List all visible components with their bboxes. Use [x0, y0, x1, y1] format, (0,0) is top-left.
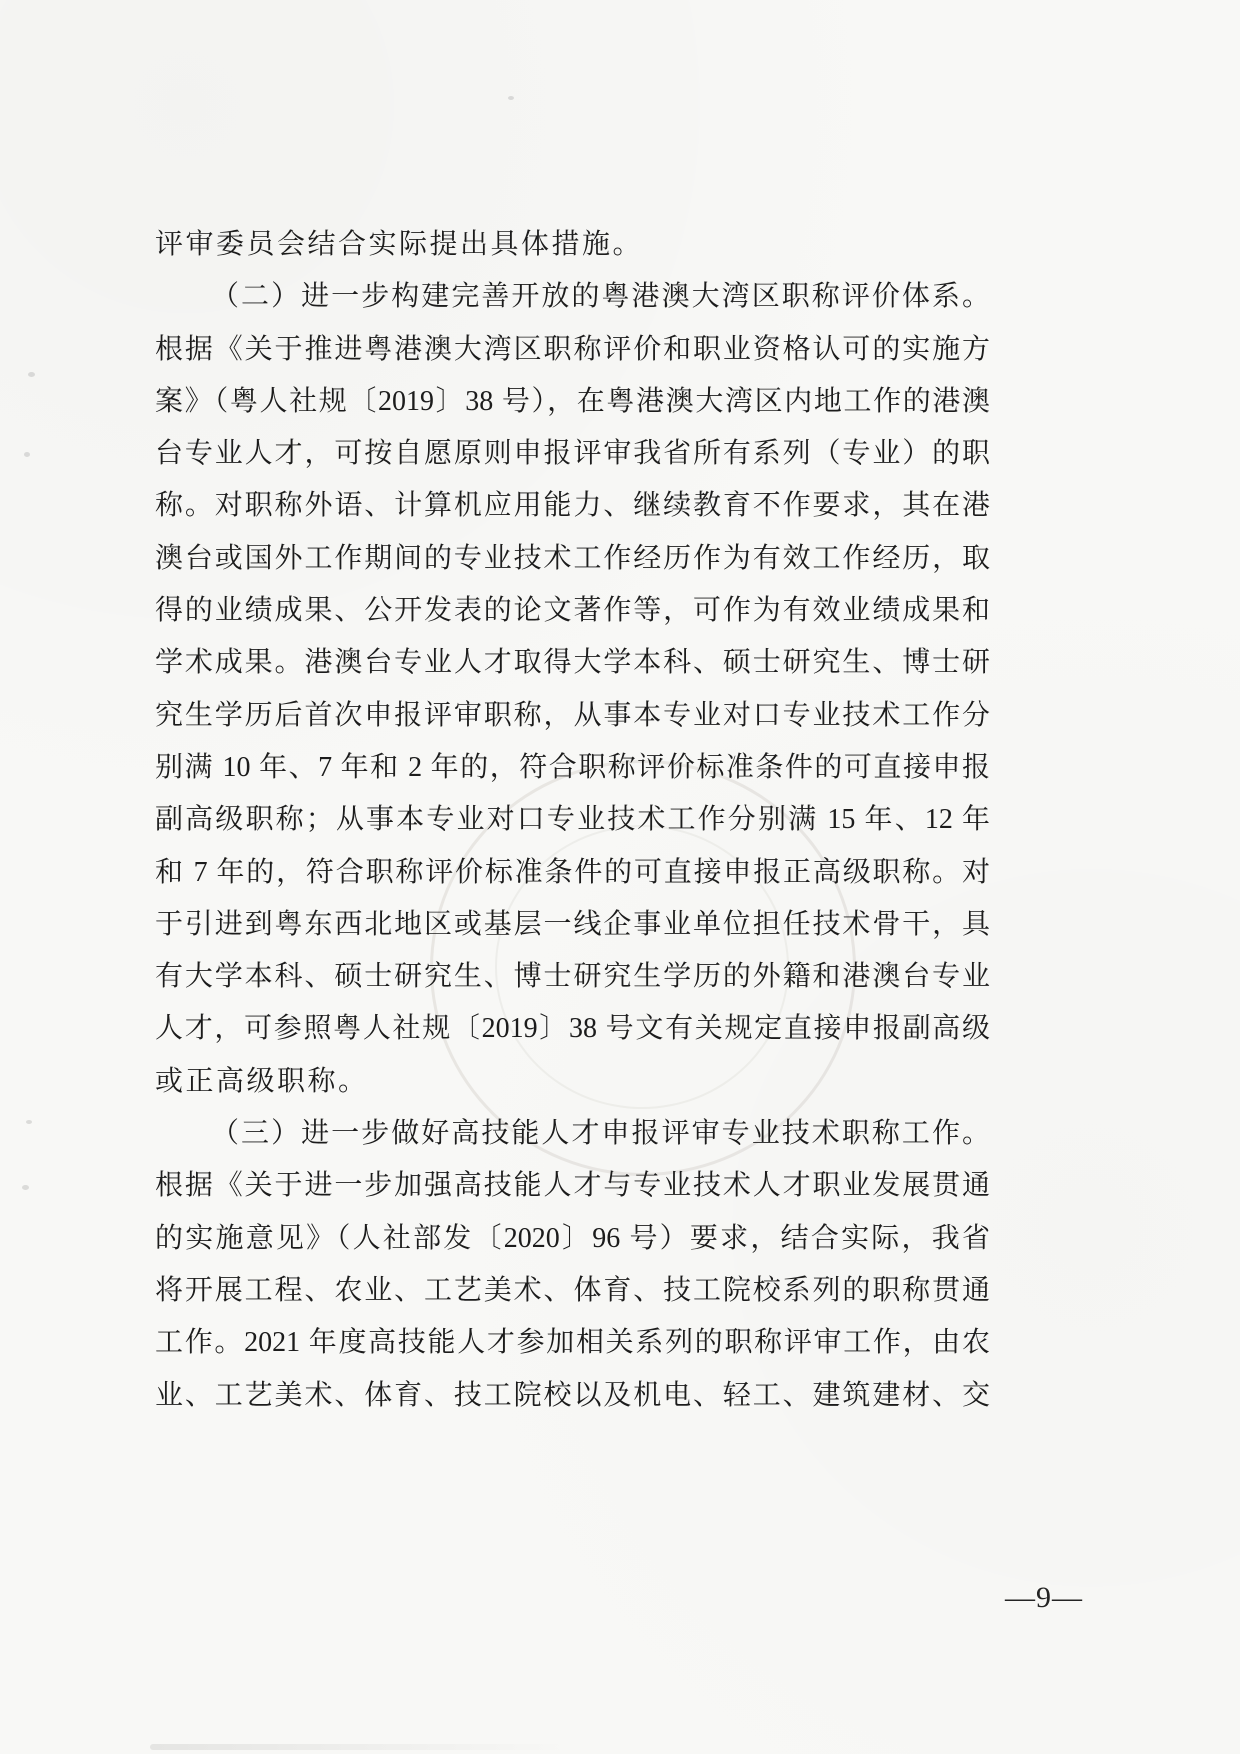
text-line: 根据《关于推进粤港澳大湾区职称评价和职业资格认可的实施方 [155, 333, 990, 365]
text-line: （三）进一步做好高技能人才申报评审专业技术职称工作。 [211, 1118, 990, 1150]
text-line: 评审委员会结合实际提出具体措施。 [155, 229, 644, 260]
text-line: 称。对职称外语、计算机应用能力、继续教育不作要求，其在港 [155, 490, 990, 522]
text-line: 的实施意见》（人社部发〔2020〕96 号）要求，结合实际，我省 [155, 1222, 990, 1254]
text-line: 究生学历后首次申报评审职称，从事本专业对口专业技术工作分 [155, 699, 990, 731]
scan-speck [28, 372, 35, 377]
scan-speck [22, 1185, 29, 1190]
text-line: 根据《关于进一步加强高技能人才与专业技术人才职业发展贯通 [155, 1170, 990, 1202]
scan-smudge [150, 1744, 570, 1750]
document-body [155, 219, 990, 1422]
scan-speck [24, 452, 30, 457]
scan-speck [508, 96, 514, 100]
text-line: 有大学本科、硕士研究生、博士研究生学历的外籍和港澳台专业 [155, 961, 990, 993]
text-line: 案》（粤人社规〔2019〕38 号），在粤港澳大湾区内地工作的港澳 [155, 385, 990, 417]
text-line: 于引进到粤东西北地区或基层一线企事业单位担任技术骨干，具 [155, 908, 990, 940]
text-line: 澳台或国外工作期间的专业技术工作经历作为有效工作经历，取 [155, 542, 990, 574]
text-line: （二）进一步构建完善开放的粤港澳大湾区职称评价体系。 [211, 281, 990, 313]
text-line: 学术成果。港澳台专业人才取得大学本科、硕士研究生、博士研 [155, 647, 990, 679]
text-line: 将开展工程、农业、工艺美术、体育、技工院校系列的职称贯通 [155, 1274, 990, 1306]
text-line: 副高级职称；从事本专业对口专业技术工作分别满 15 年、12 年 [155, 804, 990, 836]
text-line: 或正高级职称。 [155, 1065, 369, 1097]
text-line: 得的业绩成果、公开发表的论文著作等，可作为有效业绩成果和 [155, 595, 990, 627]
text-line: 业、工艺美术、体育、技工院校以及机电、轻工、建筑建材、交 [155, 1379, 990, 1411]
page-number: —9— [1005, 1581, 1083, 1614]
text-line: 工作。2021 年度高技能人才参加相关系列的职称评审工作，由农 [155, 1327, 990, 1359]
text-line: 人才，可参照粤人社规〔2019〕38 号文有关规定直接申报副高级 [155, 1013, 990, 1045]
text-line: 和 7 年的，符合职称评价标准条件的可直接申报正高级职称。对 [155, 856, 990, 888]
text-line: 别满 10 年、7 年和 2 年的，符合职称评价标准条件的可直接申报 [155, 751, 990, 783]
text-line: 台专业人才，可按自愿原则申报评审我省所有系列（专业）的职 [155, 438, 990, 470]
scan-speck [26, 1120, 32, 1124]
